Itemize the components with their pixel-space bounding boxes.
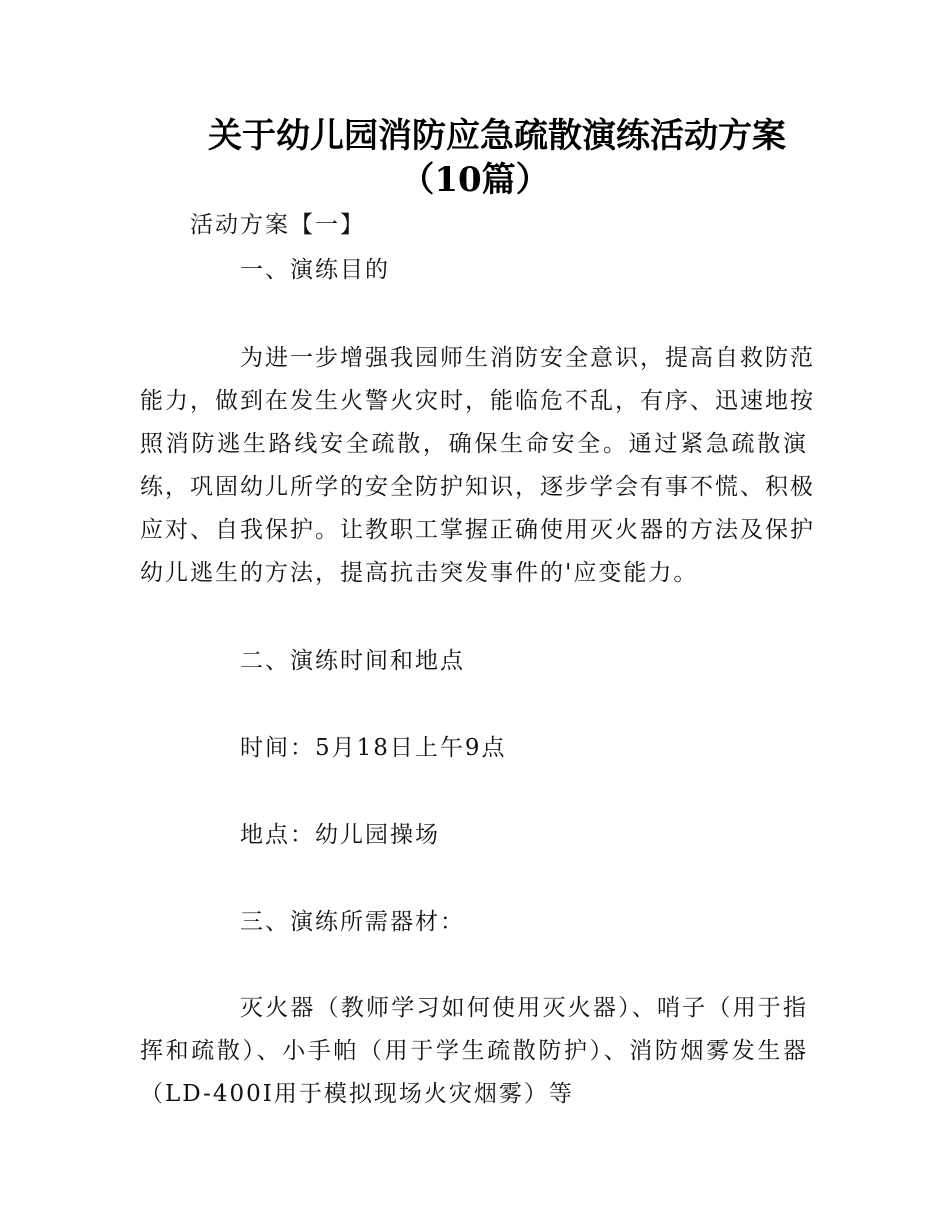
- paragraph-purpose-line-3: 照消防逃生路线安全疏散，确保生命安全。通过紧急疏散演: [140, 431, 808, 457]
- paragraph-purpose-line-5: 应对、自我保护。让教职工掌握正确使用灭火器的方法及保护: [140, 517, 815, 543]
- drill-time: 时间：5月18日上午9点: [240, 735, 507, 761]
- heading-drill-purpose: 一、演练目的: [240, 257, 390, 283]
- paragraph-purpose-line-1: 为进一步增强我园师生消防安全意识，提高自救防范: [240, 345, 815, 371]
- paragraph-purpose-line-2: 能力，做到在发生火警火灾时，能临危不乱，有序、迅速地按: [140, 388, 815, 414]
- paragraph-purpose-line-4: 练，巩固幼儿所学的安全防护知识，逐步学会有事不慌、积极: [140, 474, 815, 500]
- heading-equipment: 三、演练所需器材：: [240, 909, 465, 935]
- document-title-line-2: （10篇）: [400, 160, 550, 200]
- document-title-line-1: 关于幼儿园消防应急疏散演练活动方案: [208, 116, 786, 156]
- section-label: 活动方案【一】: [190, 212, 365, 238]
- paragraph-purpose-line-6: 幼儿逃生的方法，提高抗击突发事件的'应变能力。: [140, 560, 699, 586]
- drill-place: 地点：幼儿园操场: [240, 822, 440, 848]
- heading-time-and-place: 二、演练时间和地点: [240, 648, 465, 674]
- paragraph-equipment-line-3: （LD-400I用于模拟现场火灾烟雾）等: [140, 1081, 574, 1107]
- paragraph-equipment-line-1: 灭火器（教师学习如何使用灭火器）、哨子（用于指: [240, 995, 808, 1021]
- paragraph-equipment-line-2: 挥和疏散）、小手帕（用于学生疏散防护）、消防烟雾发生器: [140, 1038, 808, 1064]
